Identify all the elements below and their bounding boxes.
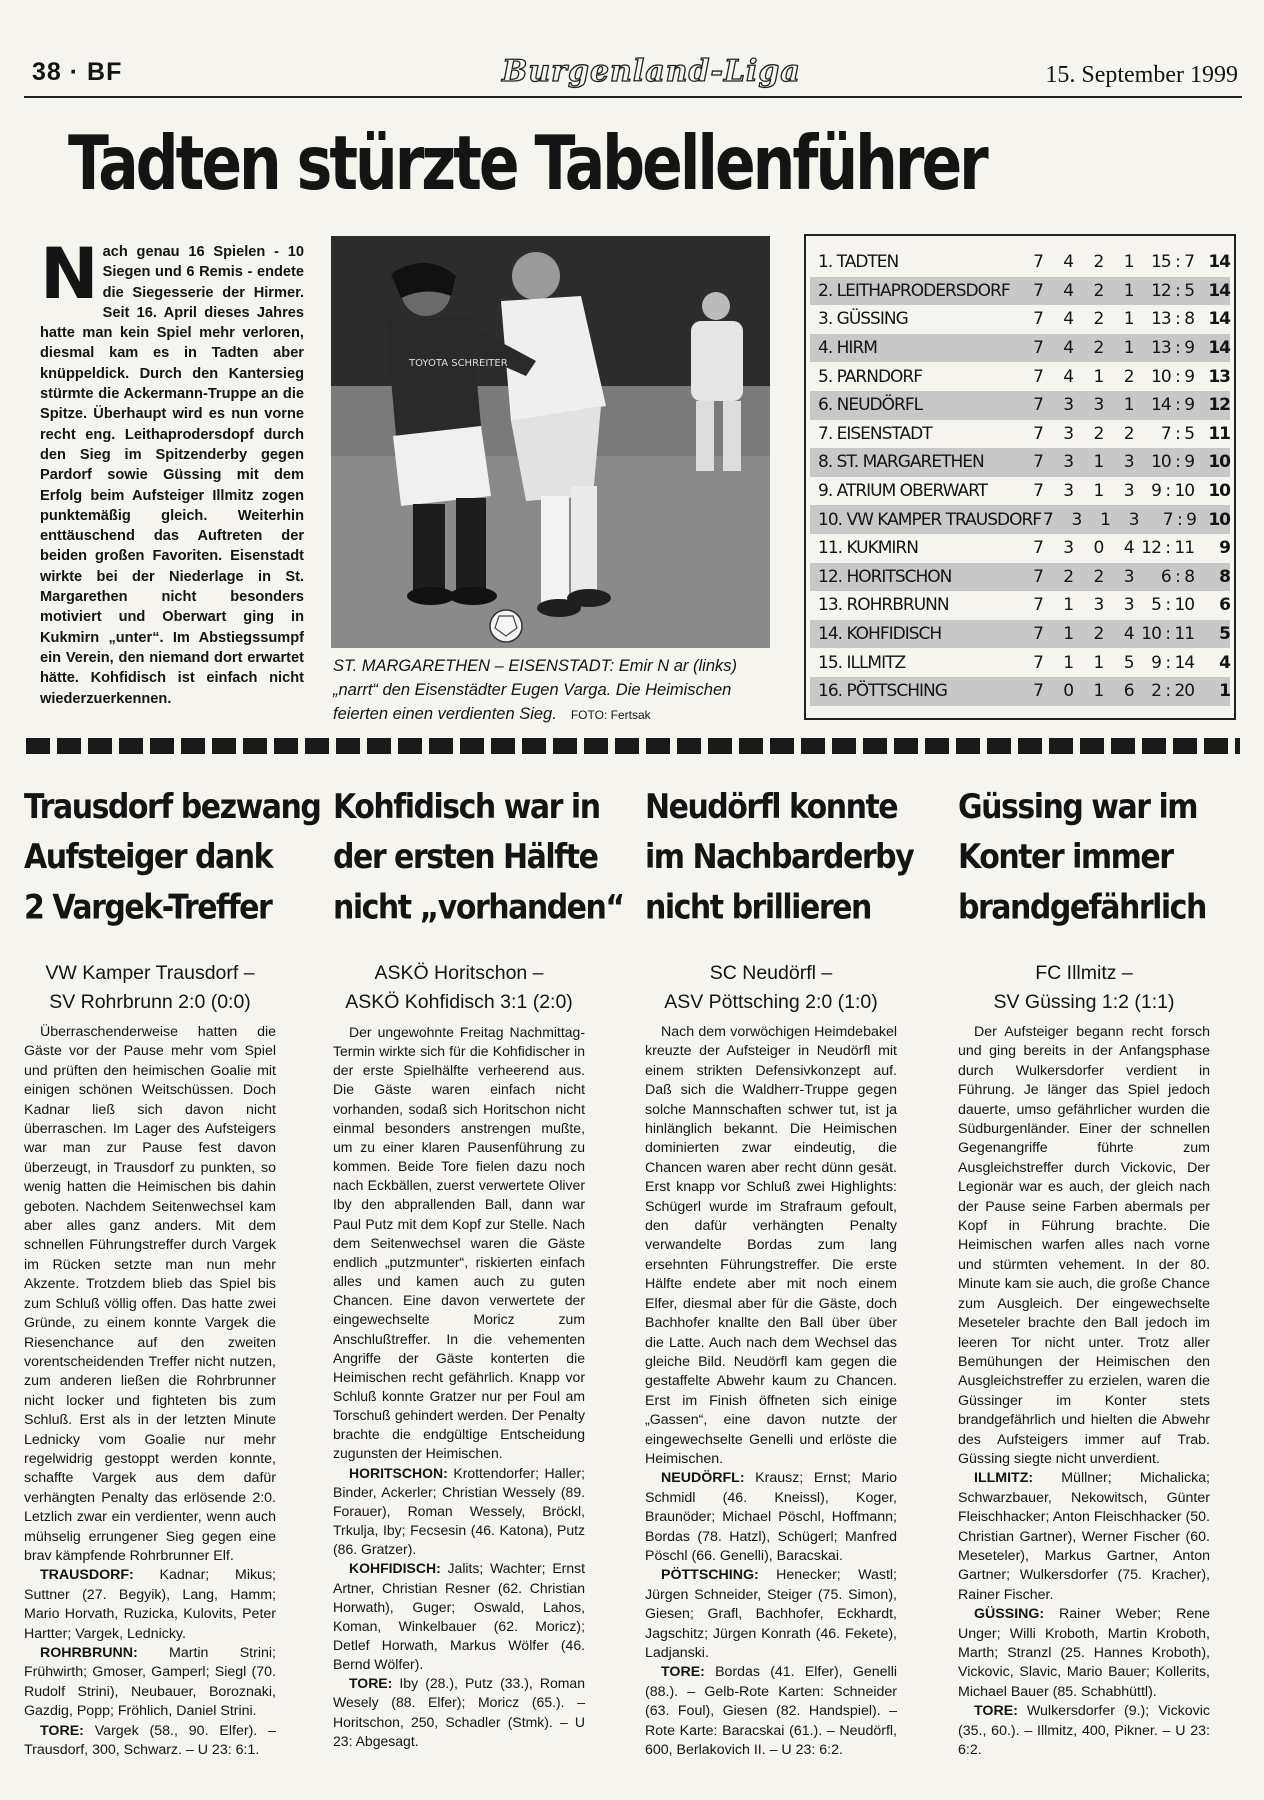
team-label: LEITHAPRODERSDORF (836, 280, 1010, 301)
goals: 15 : 7 (1151, 252, 1195, 273)
team-name (810, 681, 1013, 701)
losses: 3 (1123, 595, 1134, 616)
lineup-label: ROHRBRUNN: (40, 1645, 138, 1661)
issue-date: 15. September 1999 (1045, 62, 1238, 88)
lineup-paragraph (958, 1605, 1210, 1702)
lineup-label: TORE: (974, 1703, 1018, 1720)
losses: 3 (1123, 481, 1134, 502)
lineup-label: KOHFIDISCH: (349, 1560, 441, 1577)
losses: 5 (1123, 652, 1134, 673)
lineup-text: Krausz; Ernst; Mario Schmidl (46. Kneissl), Koger, Braunöder; Michael Pöschl, Hoffmann; Bordas (78. Hatzl), Schügerl; Manfred Pöschl (66. Genelli), Baracskai. (645, 1470, 897, 1564)
standings-row (810, 248, 1230, 277)
wins: 1 (1063, 652, 1074, 673)
losses: 1 (1123, 395, 1134, 416)
article-illmitz-guessing (958, 782, 1210, 1760)
article-horitschon-kohfidisch (333, 782, 624, 1751)
team-name (810, 509, 1042, 530)
wins: 4 (1063, 366, 1074, 387)
article-headline (958, 782, 1210, 933)
match-result (24, 959, 276, 1017)
rank: 13. (818, 595, 843, 616)
article-body (24, 1023, 276, 1760)
team-name (810, 252, 1013, 272)
match-line: ASV Pöttsching 2:0 (1:0) (664, 991, 878, 1013)
losses: 1 (1123, 338, 1134, 359)
lineup-label: TORE: (349, 1675, 393, 1692)
match-line: ASKÖ Horitschon – (374, 962, 544, 984)
goals: 6 : 8 (1160, 566, 1195, 587)
team-label: NEUDÖRFL (836, 395, 923, 416)
lineup-paragraph (24, 1722, 276, 1761)
page-number: 38 · BF (32, 58, 123, 86)
games: 7 (1033, 366, 1043, 387)
match-line: FC Illmitz – (1035, 962, 1133, 984)
standings-row (810, 277, 1230, 306)
team-label: HIRM (836, 338, 877, 359)
games: 7 (1033, 595, 1043, 616)
standings-row (810, 477, 1230, 506)
lineup-paragraph (645, 1566, 897, 1663)
headline-line: Neudörfl konnte (645, 787, 898, 827)
lineup-label: TRAUSDORF: (40, 1567, 134, 1584)
team-name (810, 281, 1013, 301)
draws: 1 (1100, 509, 1110, 530)
goals: 12 : 11 (1141, 538, 1195, 559)
article-body (958, 1023, 1210, 1760)
draws: 2 (1093, 280, 1104, 301)
losses: 1 (1123, 309, 1134, 330)
main-headline: Tadten stürzte Tabellenführer (68, 120, 986, 208)
games: 7 (1033, 566, 1043, 587)
lineup-text: Jalits; Wachter; Ernst Artner, Christian Resner (62. Christian Horwath), Guger; Oswald, Lahos, Koman, Winkelbauer (62. Moricz); Detlef Horwath, Markus Wölfer (46. Bernd Wölfer). (333, 1560, 585, 1673)
losses: 4 (1123, 624, 1134, 645)
team-name (810, 595, 1013, 615)
drop-cap: N (40, 233, 99, 315)
losses: 3 (1123, 566, 1134, 587)
lineup-paragraph (958, 1702, 1210, 1760)
section-title: Burgenland-Liga (502, 54, 801, 89)
article-body (645, 1023, 897, 1760)
points: 11 (1208, 423, 1230, 444)
lineup-label: PÖTTSCHING: (661, 1567, 759, 1584)
team-label: ILLMITZ (846, 652, 906, 673)
photo-caption (333, 654, 773, 727)
goals: 10 : 9 (1151, 452, 1195, 473)
headline-line: nicht brillieren (645, 888, 871, 928)
article-headline (645, 782, 914, 933)
points: 4 (1219, 652, 1230, 673)
match-line: VW Kamper Trausdorf – (45, 962, 255, 984)
team-label: ATRIUM OBERWART (836, 481, 988, 502)
team-label: EISENSTADT (836, 423, 932, 444)
rank: 11. (818, 538, 843, 559)
standings-row (810, 534, 1230, 563)
goals: 13 : 8 (1151, 309, 1195, 330)
goals: 10 : 9 (1151, 366, 1195, 387)
rank: 2. (818, 280, 833, 301)
rank: 16. (818, 681, 843, 702)
points: 12 (1208, 395, 1230, 416)
points: 14 (1208, 280, 1230, 301)
team-label: VW KAMPER TRAUSDORF (846, 509, 1042, 530)
goals: 9 : 14 (1151, 652, 1195, 673)
team-label: PÖTTSCHING (846, 681, 947, 702)
points: 8 (1219, 566, 1230, 587)
article-headline (24, 782, 321, 933)
headline-line: Güssing war im (958, 787, 1197, 827)
match-line: ASKÖ Kohfidisch 3:1 (2:0) (345, 991, 573, 1013)
wins: 3 (1071, 509, 1082, 530)
standings-row (810, 505, 1230, 534)
points: 13 (1208, 366, 1230, 387)
games: 7 (1033, 309, 1043, 330)
draws: 1 (1093, 681, 1104, 702)
lineup-paragraph (645, 1663, 897, 1760)
goals: 13 : 9 (1151, 338, 1195, 359)
games: 7 (1033, 423, 1043, 444)
goals: 10 : 11 (1141, 624, 1195, 645)
wins: 3 (1063, 538, 1074, 559)
photo-credit: FOTO: Fertsak (570, 708, 651, 722)
team-name (810, 338, 1013, 358)
standings-row (810, 420, 1230, 449)
article-body (333, 1023, 585, 1751)
rank: 3. (818, 309, 833, 330)
article-trausdorf-rohrbrunn (24, 782, 321, 1760)
caption-text: ST. MARGARETHEN – EISENSTADT: Emir N ar (links) „narrt“ den Eisenstädter Eugen Varga. Die Heimischen feierten einen verdienten Sieg. (333, 657, 737, 723)
draws: 3 (1093, 595, 1104, 616)
draws: 1 (1093, 481, 1104, 502)
draws: 0 (1093, 538, 1104, 559)
lineup-label: HORITSCHON: (349, 1464, 448, 1481)
standings-row (810, 677, 1230, 706)
games: 7 (1033, 624, 1043, 645)
goals: 14 : 9 (1151, 395, 1195, 416)
points: 6 (1219, 595, 1230, 616)
report-text: Der Aufsteiger begann recht forsch und ging bereits in der Anfangsphase durch Wulkersdorfer verdient in Führung. Je länger das Spiel jedoch dauerte, umso gefährlicher wurden die Südburgenländer. Einer der schnellen Gegenangriffe führte zum Ausgleichstreffer durch Vickovic, Der Legionär war es auch, der gleich nach der Pause seine Farben abermals per Kopf in Führung brachte. Die Heimischen warfen alles nach vorne und stürmten vehement. In der 80. Minute kam sie auch, die große Chance zum Ausgleich. Der eingewechselte Meseteler brachte den Ball jedoch im leeren Tor nicht unter. Trotz aller Bemühungen der Heimischen den Ausgleichstreffer zu erzielen, waren die Güssinger im Konter stets brandgefährlich und hielten die Abwehr des Aufsteigers immer auf Trab. Güssing siegte nicht unverdient. (958, 1024, 1210, 1467)
standings-row (810, 334, 1230, 363)
lineup-text: Kadnar; Mikus; Suttner (27. Begyik), Lang, Hamm; Mario Horvath, Ruzicka, Kulovits, Peter Hartter; Vargek, Lednicky. (24, 1567, 276, 1642)
lineup-paragraph (958, 1469, 1210, 1605)
report-text: Nach dem vorwöchigen Heimdebakel kreuzte der Aufsteiger in Neudörfl mit einem strikten Defensivkonzept auf. Daß sich die Waldherr-Truppe gegen solche Mannschaften schwer tut, ist ja hinlänglich bekannt. Die Heimischen dominierten zwar eindeutig, die Chancen waren aber recht dünn gesät. Erst knapp vor Schluß zwei Highlights: Schügerl wurde im Strafraum gefoult, den dafür verhängten Penalty verwandelte Bordas zum lang ersehnten Führungstreffer. Die erste Hälfte endete aber mit noch einem Elfer, diesmal aber für die Gäste, doch Bachhofer knallte den Ball über über die Latte. Auch nach dem Wechsel das gleiche Bild. Neudörfl kam gegen die gestaffelte Abwehr kaum zu Chancen. Erst im Finish öffneten sich einige „Gassen“, eine davon nutzte der eingewechselte Genelli und erlöste die Heimischen. (645, 1024, 897, 1467)
team-name (810, 452, 1013, 472)
headline-line: im Nachbarderby (645, 838, 914, 878)
wins: 4 (1063, 252, 1074, 273)
team-label: KOHFIDISCH (846, 624, 942, 645)
lineup-text: Krottendorfer; Haller; Binder, Ackerler; Christian Wessely (89. Forauer), Roman Wessely, Bröckl, Trkulja, Iby; Fecsesin (46. Katona), Putz (86. Gratzer). (333, 1464, 585, 1558)
standings-row (810, 648, 1230, 677)
report-text: Der ungewohnte Freitag Nachmittag-Termin wirkte sich für die Kohfidischer in der erste Spielhälfte verheerend aus. Die Gäste waren einfach nicht vorhanden, sodaß sich Horitschon nicht einmal besonders anstrengen mußte, um zu einer klaren Pausenführung zu kommen. Beide Tore fielen dazu noch nach Eckbällen, zuerst verwertete Oliver Iby den abprallenden Ball, dann war Paul Putz mit dem Kopf zur Stelle. Nach dem Seitenwechsel waren die Gäste endlich „putzmunter“, riskierten einfach alles und kamen auch zu guten Chancen. Eine davon verwertete der eingewechselte Moricz zum Anschlußtreffer. In die vehementen Angriffe der Gäste konterten die Heimischen recht gefährlich. Knapp vor Schluß konnte Gratzer nur per Foul am Torschuß gehindert werden. Der Penalty brachte die endgültige Entscheidung zugunsten der Heimischen. (333, 1024, 585, 1462)
games: 7 (1033, 452, 1043, 473)
team-label: HORITSCHON (846, 566, 952, 587)
rank: 5. (818, 366, 833, 387)
standings-row (810, 362, 1230, 391)
draws: 2 (1093, 338, 1104, 359)
rank: 10. (818, 509, 843, 530)
rank: 12. (818, 566, 843, 587)
games: 7 (1033, 681, 1043, 702)
rank: 4. (818, 338, 833, 359)
losses: 4 (1123, 538, 1134, 559)
lineup-paragraph (333, 1559, 585, 1674)
draws: 1 (1093, 366, 1104, 387)
rank: 9. (818, 481, 833, 502)
lineup-text: Iby (28.), Putz (33.), Roman Wesely (88. Elfer); Moricz (65.). – Horitschon, 250, Schadler (Stmk). – U 23: Abgesagt. (333, 1675, 585, 1749)
lead-text: ach genau 16 Spielen - 10 Siegen und 6 Remis - endete die Siegesserie der Hirmer. Seit 16. April dieses Jahres hatte man kein Spiel mehr verloren, diesmal kam es in Tadten aber knüppeldick. Durch den Kantersieg stürmte die Ackermann-Truppe an die Spitze. Überhaupt wird es nun vorne recht eng. Leithaprodersdopf durch den Sieg im Spitzenderby gegen Pardorf sowie Güssing mit dem Erfolg beim Aufsteiger Illmitz zogen punktemäßig gleich. Weiterhin enttäuschend das Auftreten der beiden großen Favoriten. Eisenstadt wirkte bei der Niederlage in St. Margarethen nicht besonders motiviert und Oberwart ging in Kukmirn „unter“. Im Abstiegssumpf ein Verein, den niemand dort erwartet hätte. Kohfidisch ist einfach nicht wiederzuerkennen. (40, 244, 304, 707)
team-name (810, 624, 1013, 644)
shirt-sponsor: TOYOTA SCHREITER (409, 358, 508, 369)
lineup-paragraph (645, 1469, 897, 1566)
match-photo (331, 236, 770, 648)
losses: 2 (1123, 423, 1134, 444)
standings-row (810, 620, 1230, 649)
rank: 15. (818, 652, 843, 673)
lineup-label: TORE: (40, 1722, 84, 1739)
lineup-paragraph (24, 1644, 276, 1722)
article-headline (333, 782, 624, 933)
lineup-paragraph (24, 1566, 276, 1644)
games: 7 (1033, 252, 1043, 273)
points: 14 (1208, 252, 1230, 273)
goals: 5 : 10 (1151, 595, 1195, 616)
draws: 2 (1093, 423, 1104, 444)
team-label: ST. MARGARETHEN (836, 452, 984, 473)
points: 14 (1208, 309, 1230, 330)
draws: 2 (1093, 566, 1104, 587)
article-neudoerfl-poettsching (645, 782, 914, 1760)
points: 1 (1219, 681, 1230, 702)
team-label: KUKMIRN (846, 538, 918, 559)
losses: 1 (1123, 252, 1134, 273)
losses: 3 (1128, 509, 1139, 530)
team-name (810, 653, 1013, 673)
points: 9 (1219, 538, 1230, 559)
lineup-text: Bordas (41. Elfer), Genelli (88.). – Gelb-Rote Karten: Schneider (63. Foul), Giesen (82. Handspiel). – Rote Karte: Baracskai (61.). – Neudörfl, 600, Berlakovich II. – U 23: 6:2. (645, 1664, 897, 1759)
wins: 4 (1063, 280, 1074, 301)
goals: 9 : 10 (1151, 481, 1195, 502)
report-text: Überraschenderweise hatten die Gäste vor der Pause mehr vom Spiel und prüften den heimischen Goalie mit einigen schönen Weitschüssen. Doch Kadnar ließ sich davon nicht überraschen. Im Lager des Aufsteigers war man zur Pause fest davon überzeugt, in Trausdorf zu punkten, so wenig hatten die Heimischen bis dahin geboten. Nachdem Seitenwechsel kam aber alles ganz anders. Mit dem schnellen Führungstreffer durch Vargek im Rücken setzte man nun mehr Akzente. Trotzdem blieb das Spiel bis zum Schluß völlig offen. Das hatte zwei Gründe, zu einem konnte Vargek die Riesenchance auf den zweiten vorentscheidenden Treffer nicht nutzen, zum anderen ließen die Rohrbrunner nicht locker und fighteten bis zum Schluß. Erst als in der letzten Minute Lednicky vom Goalie nur mehr regelwidrig gestoppt werden konnte, schaffte Vargek aus dem dafür verhängten Penalty das erlösende 2:0. Letzlich zwar ein verdienter, wenn auch mühselig errungener Sieg gegen eine brav kämpfende Rohrbrunner Elf. (24, 1024, 276, 1564)
headline-line: nicht „vorhanden“ (333, 888, 624, 928)
draws: 2 (1093, 252, 1104, 273)
losses: 6 (1123, 681, 1134, 702)
team-name (810, 309, 1013, 329)
match-line: SV Rohrbrunn 2:0 (0:0) (49, 991, 251, 1013)
goals: 12 : 5 (1151, 280, 1195, 301)
wins: 3 (1063, 423, 1074, 444)
games: 7 (1033, 538, 1043, 559)
losses: 1 (1123, 280, 1134, 301)
team-name (810, 395, 1013, 415)
headline-line: brandgefährlich (958, 888, 1206, 928)
goals: 7 : 5 (1160, 423, 1195, 444)
headline-line: Aufsteiger dank (24, 838, 273, 878)
rank: 8. (818, 452, 833, 473)
team-name (810, 481, 1013, 501)
points: 10 (1208, 509, 1230, 530)
draws: 2 (1093, 624, 1104, 645)
team-name (810, 538, 1013, 558)
games: 7 (1042, 509, 1053, 530)
lineup-text: Wulkersdorfer (9.); Vickovic (35., 60.). – Illmitz, 400, Pikner. – U 23: 6:2. (958, 1703, 1210, 1759)
games: 7 (1033, 338, 1043, 359)
draws: 1 (1093, 652, 1104, 673)
rank: 14. (818, 624, 843, 645)
football-players-illustration (331, 236, 770, 648)
draws: 2 (1093, 309, 1104, 330)
goals: 2 : 20 (1151, 681, 1195, 702)
lineup-text: Henecker; Wastl; Jürgen Schneider, Steiger (75. Simon), Giesen; Grafl, Bachhofer, Eckhardt, Jagschitz; Jürgen Konrath (46. Fekete), Ladjanski. (645, 1567, 897, 1661)
lineup-text: Rainer Weber; Rene Unger; Willi Kroboth, Martin Kroboth, Marth; Stranzl (25. Hannes Kroboth), Vickovic, Slavic, Mario Bauer; Kollerits, Michael Bauer (85. Schabhüttl). (958, 1606, 1210, 1700)
headline-line: der ersten Hälfte (333, 838, 598, 878)
match-line: SC Neudörfl – (709, 962, 833, 984)
rank: 7. (818, 423, 833, 444)
goals: 7 : 9 (1162, 509, 1196, 530)
team-name (810, 424, 1013, 444)
rank: 6. (818, 395, 833, 416)
team-label: GÜSSING (836, 309, 908, 330)
points: 14 (1208, 338, 1230, 359)
team-name (810, 567, 1013, 587)
team-name (810, 367, 1013, 387)
headline-line: 2 Vargek-Treffer (24, 888, 272, 928)
lineup-label: GÜSSING: (974, 1606, 1045, 1623)
team-label: TADTEN (836, 252, 899, 273)
standings-row (810, 563, 1230, 592)
lineup-paragraph (333, 1674, 585, 1751)
losses: 3 (1123, 452, 1134, 473)
points: 5 (1219, 624, 1230, 645)
wins: 3 (1063, 481, 1074, 502)
standings-row (810, 391, 1230, 420)
headline-line: Konter immer (958, 838, 1173, 878)
lead-paragraph (40, 233, 304, 709)
wins: 1 (1063, 595, 1074, 616)
wins: 2 (1063, 566, 1074, 587)
wins: 4 (1063, 338, 1074, 359)
wins: 3 (1063, 452, 1074, 473)
lineup-text: Müllner; Michalicka; Schwarzbauer, Nekowitsch, Günter Fleischhacker; Anton Fleischhacker (50. Christian Gartner), Werner Fischer (60. Meseteler), Markus Gartner, Anton Gartner; Wulkersdorfer (75. Kracher), Rainer Fischer. (958, 1470, 1210, 1603)
match-result (645, 959, 897, 1017)
league-standings-table (804, 234, 1236, 720)
lineup-text: Vargek (58., 90. Elfer). – Trausdorf, 300, Schwarz. – U 23: 6:1. (24, 1722, 276, 1759)
lineup-paragraph (333, 1464, 585, 1560)
team-label: PARNDORF (836, 366, 923, 387)
headline-line: Kohfidisch war in (333, 787, 600, 827)
lineup-label: NEUDÖRFL: (661, 1470, 745, 1487)
standings-row (810, 448, 1230, 477)
draws: 3 (1093, 395, 1104, 416)
games: 7 (1033, 395, 1043, 416)
standings-row (810, 305, 1230, 334)
match-result (333, 959, 585, 1017)
losses: 2 (1123, 366, 1134, 387)
headline-line: Trausdorf bezwang (24, 787, 321, 827)
team-label: ROHRBRUNN (846, 595, 949, 616)
wins: 0 (1063, 681, 1074, 702)
games: 7 (1033, 652, 1043, 673)
wins: 4 (1063, 309, 1074, 330)
games: 7 (1033, 481, 1043, 502)
points: 10 (1208, 452, 1230, 473)
page-header (24, 52, 1242, 98)
standings-row (810, 591, 1230, 620)
wins: 3 (1063, 395, 1074, 416)
lineup-text: Martin Strini; Frühwirth; Gmoser, Gamperl; Siegl (70. Rudolf Strini), Neubauer, Boroznaki, Gazdig, Popp; Fröhlich, Daniel Strini. (24, 1645, 276, 1720)
lineup-label: TORE: (661, 1664, 705, 1681)
points: 10 (1208, 481, 1230, 502)
wins: 1 (1063, 624, 1074, 645)
games: 7 (1033, 280, 1043, 301)
draws: 1 (1093, 452, 1104, 473)
match-result (958, 959, 1210, 1017)
section-divider (26, 738, 1240, 754)
rank: 1. (818, 252, 833, 273)
match-line: SV Güssing 1:2 (1:1) (993, 991, 1175, 1013)
lineup-label: ILLMITZ: (974, 1470, 1034, 1487)
